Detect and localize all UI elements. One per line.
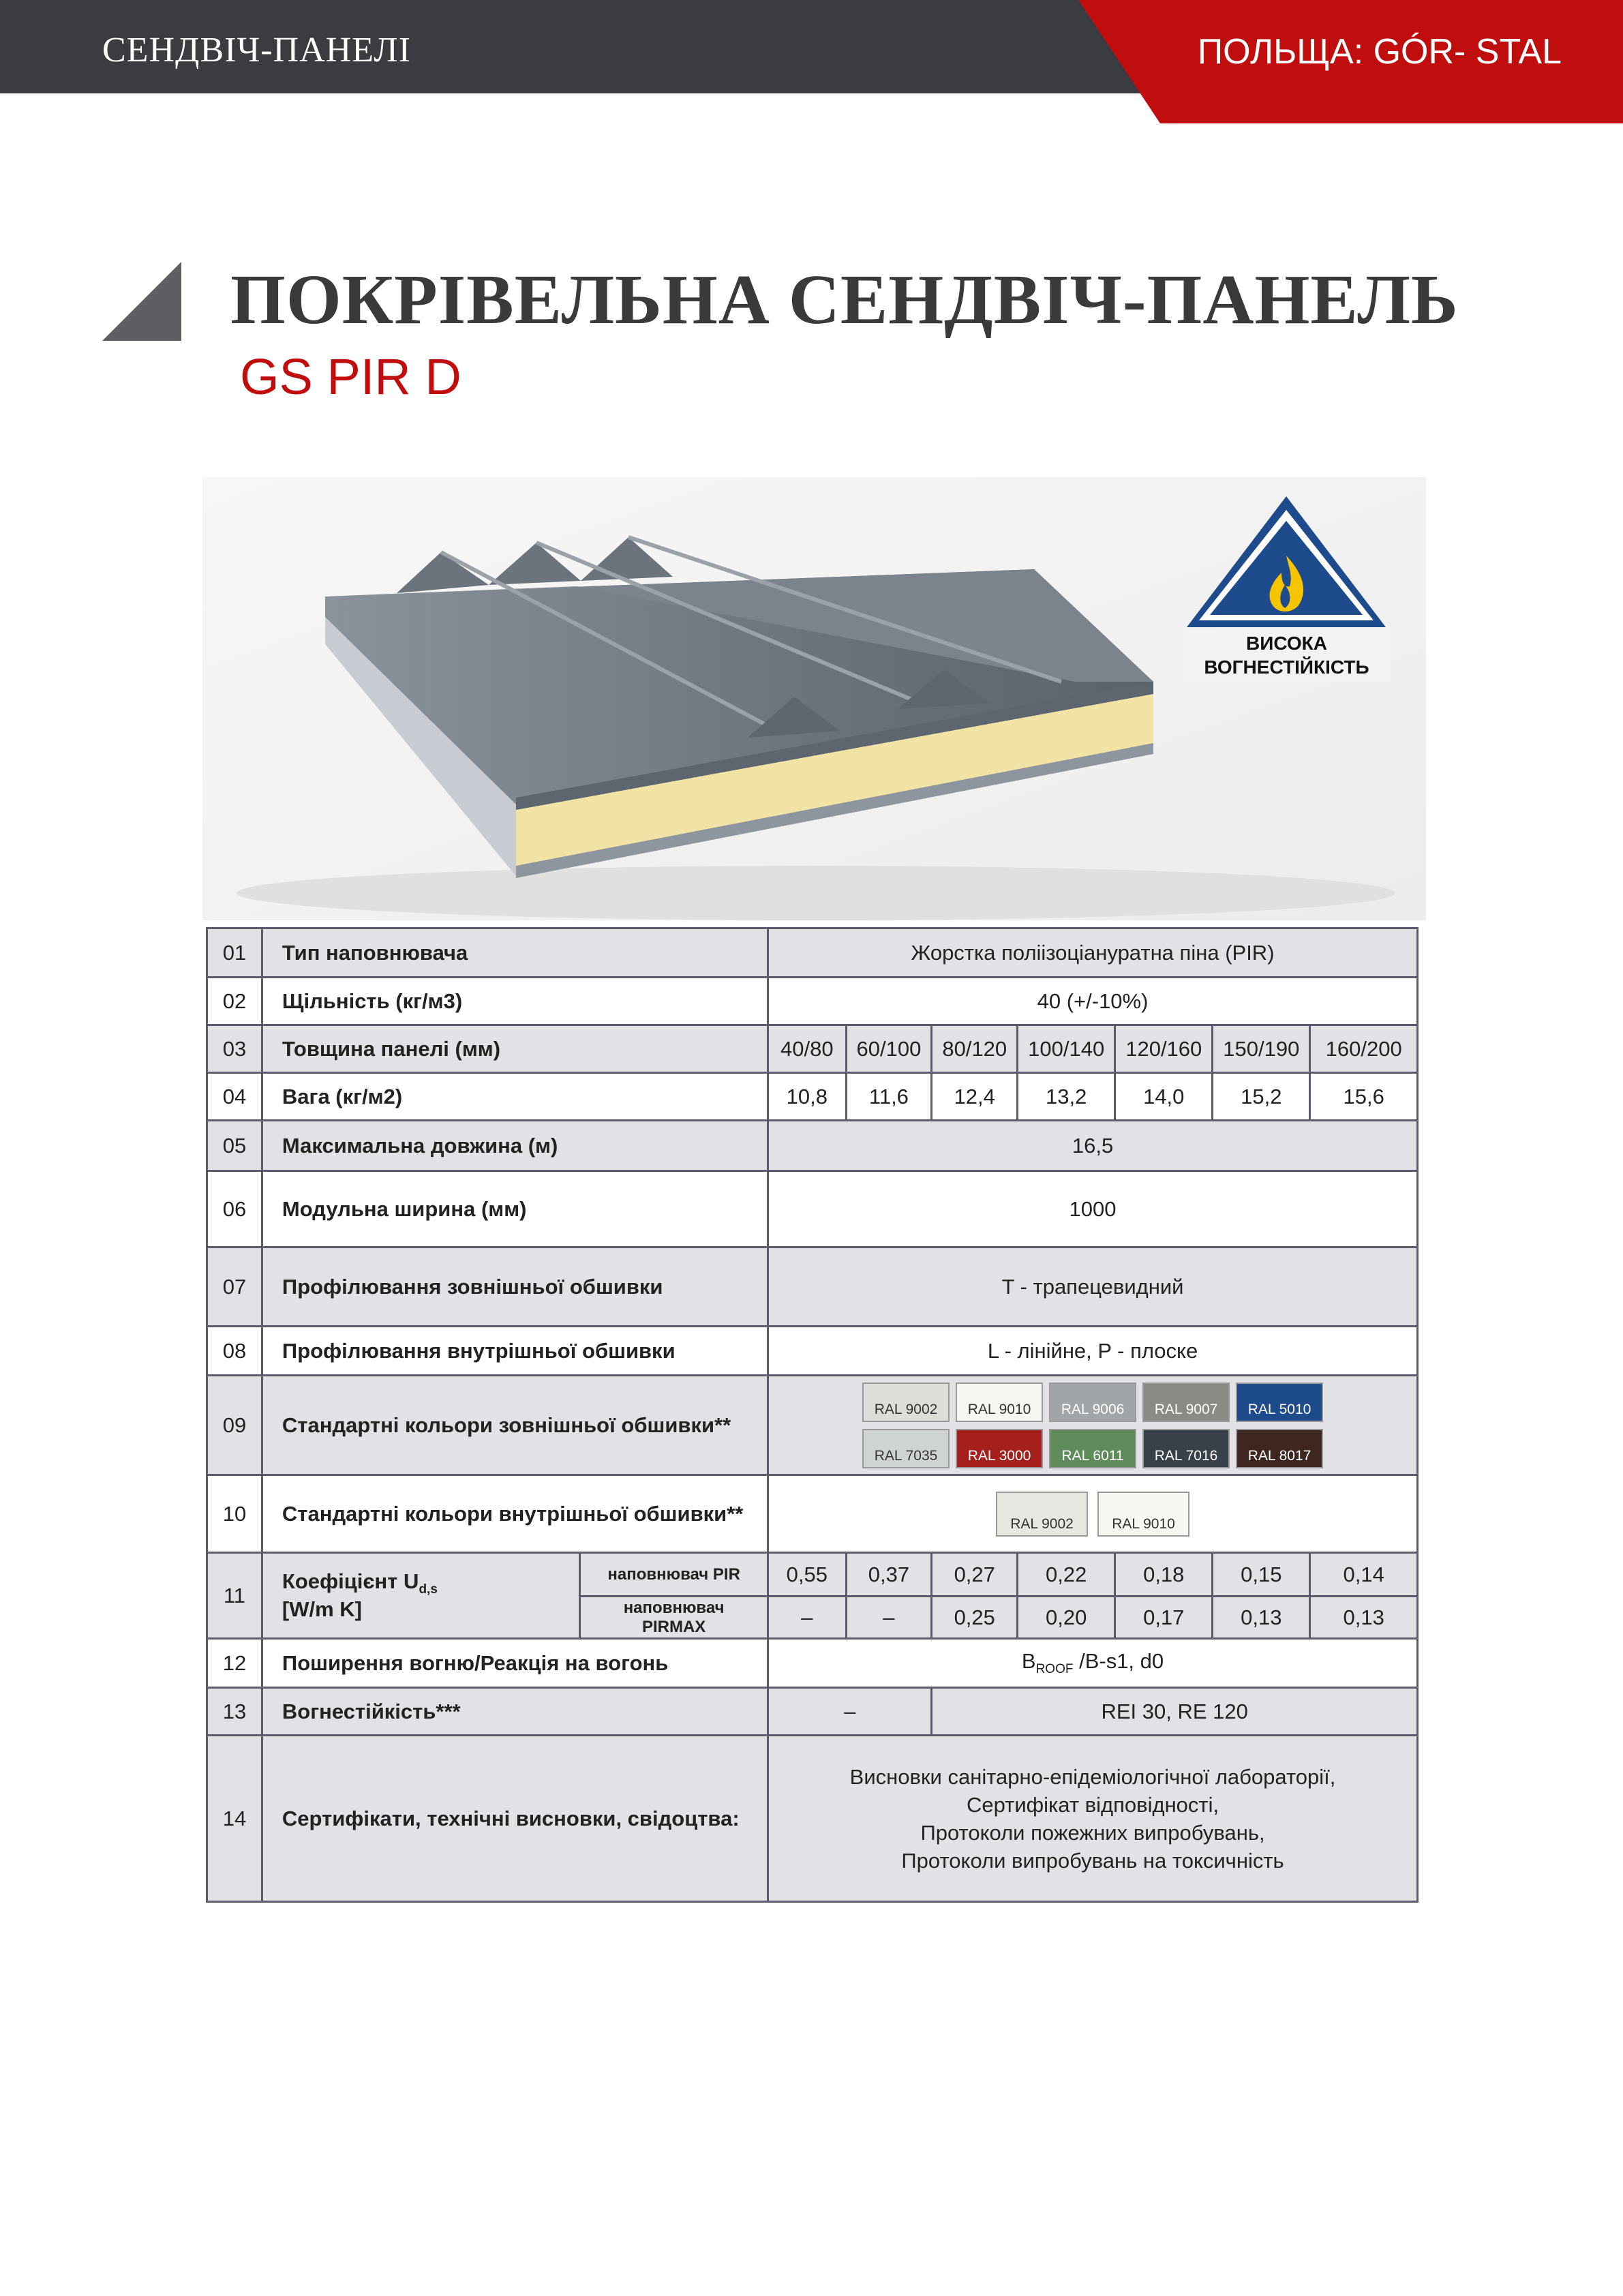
row-number: 11 (207, 1553, 262, 1639)
fire-class-rest: /B-s1, d0 (1073, 1648, 1164, 1673)
certificate-line: Протоколи випробувань на токсичність (901, 1848, 1284, 1873)
header-section-title: СЕНДВІЧ-ПАНЕЛІ (102, 31, 411, 70)
row-label (262, 1553, 579, 1639)
u-pirmax-cell: 0,25 (932, 1597, 1018, 1639)
color-swatch: RAL 3000 (956, 1429, 1043, 1468)
fire-class-subscript: ROOF (1035, 1662, 1074, 1677)
row-label: Максимальна довжина (м) (262, 1121, 768, 1171)
color-swatch: RAL 9002 (862, 1383, 950, 1422)
row-label: Товщина панелі (мм) (262, 1025, 768, 1073)
u-pirmax-cell: – (846, 1597, 932, 1639)
thickness-cell: 120/160 (1115, 1025, 1213, 1073)
table-row (207, 1376, 1418, 1475)
table-row (207, 1171, 1418, 1248)
row-number: 10 (207, 1475, 262, 1553)
weight-cell: 14,0 (1115, 1073, 1213, 1121)
row-number: 03 (207, 1025, 262, 1073)
table-row (207, 1248, 1418, 1327)
table-row (207, 1025, 1418, 1073)
u-coefficient-unit: [W/m K] (282, 1597, 362, 1622)
row-label (262, 1736, 768, 1902)
table-row (207, 978, 1418, 1025)
specification-table (206, 927, 1419, 1903)
color-swatch: RAL 5010 (1236, 1383, 1323, 1422)
u-pirmax-cell: 0,13 (1213, 1597, 1310, 1639)
thickness-cell: 160/200 (1310, 1025, 1418, 1073)
product-code: GS PIR D (240, 348, 461, 405)
row-label: Поширення вогню/Реакція на вогонь (262, 1639, 768, 1688)
row-label: Щільність (кг/м3) (262, 978, 768, 1025)
row-number: 02 (207, 978, 262, 1025)
table-row (207, 1688, 1418, 1736)
row-value: 16,5 (768, 1121, 1418, 1171)
u-pir-cell: 0,14 (1310, 1553, 1418, 1597)
row-value: L - лінійне, P - плоске (768, 1327, 1418, 1376)
header-manufacturer: ПОЛЬЩА: GÓR- STAL (1197, 32, 1562, 72)
u-pir-cell: 0,18 (1115, 1553, 1213, 1597)
row-label: Вага (кг/м2) (262, 1073, 768, 1121)
row-value: 1000 (768, 1171, 1418, 1248)
pirmax-sublabel: наповнювач PIRMAX (580, 1597, 768, 1639)
row-number: 05 (207, 1121, 262, 1171)
row-label: Вогнестійкість*** (262, 1688, 768, 1736)
table-row (207, 1073, 1418, 1121)
certificate-line: Висновки санітарно-епідеміологічної лабораторії, (849, 1764, 1336, 1789)
table-row (207, 1327, 1418, 1376)
table-row (207, 1639, 1418, 1688)
row-number: 04 (207, 1073, 262, 1121)
thickness-cell: 60/100 (846, 1025, 932, 1073)
swatch-grid (778, 1383, 1407, 1468)
thickness-cell: 40/80 (768, 1025, 846, 1073)
table-row (207, 1553, 1418, 1597)
u-pirmax-cell: 0,20 (1018, 1597, 1115, 1639)
row-label: Стандартні кольори внутрішньої обшивки** (262, 1475, 768, 1553)
weight-cell: 12,4 (932, 1073, 1018, 1121)
color-swatch: RAL 9002 (996, 1492, 1088, 1537)
row-number: 07 (207, 1248, 262, 1327)
row-number: 08 (207, 1327, 262, 1376)
row-number: 14 (207, 1736, 262, 1902)
weight-cell: 10,8 (768, 1073, 846, 1121)
row-number: 12 (207, 1639, 262, 1688)
color-swatch: RAL 9006 (1049, 1383, 1136, 1422)
u-pirmax-cell: – (768, 1597, 846, 1639)
u-pir-cell: 0,37 (846, 1553, 932, 1597)
u-coefficient-subscript: d,s (419, 1582, 438, 1597)
weight-cell: 11,6 (846, 1073, 932, 1121)
table-row (207, 928, 1418, 978)
swatch-row (778, 1492, 1407, 1537)
row-number: 06 (207, 1171, 262, 1248)
thickness-cell: 100/140 (1018, 1025, 1115, 1073)
table-row (207, 1121, 1418, 1171)
badge-line-2: ВОГНЕСТІЙКІСТЬ (1204, 656, 1369, 678)
color-swatch: RAL 7035 (862, 1429, 950, 1468)
row-value: – (768, 1688, 932, 1736)
row-value (768, 1639, 1418, 1688)
color-swatch: RAL 9007 (1142, 1383, 1230, 1422)
row-label: Профілювання зовнішньої обшивки (262, 1248, 768, 1327)
certificate-line: Сертифікат відповідності, (966, 1792, 1219, 1817)
row-label: Стандартні кольори зовнішньої обшивки** (262, 1376, 768, 1475)
color-swatch: RAL 9010 (1097, 1492, 1189, 1537)
fire-resistance-icon (1183, 491, 1391, 634)
u-pir-cell: 0,55 (768, 1553, 846, 1597)
row-value: 40 (+/-10%) (768, 978, 1418, 1025)
certificates-list (768, 1736, 1418, 1902)
u-pir-cell: 0,27 (932, 1553, 1018, 1597)
thickness-cell: 150/190 (1213, 1025, 1310, 1073)
row-label-text: Сертифікати, технічні висновки, свідоцтва: (282, 1806, 740, 1830)
row-label: Тип наповнювача (262, 928, 768, 978)
table-row (207, 1475, 1418, 1553)
row-value: Жорстка поліізоціануратна піна (PIR) (768, 928, 1418, 978)
u-pir-cell: 0,15 (1213, 1553, 1310, 1597)
pir-sublabel: наповнювач PIR (580, 1553, 768, 1597)
weight-cell: 15,2 (1213, 1073, 1310, 1121)
row-number: 01 (207, 928, 262, 978)
outer-color-swatches (768, 1376, 1418, 1475)
badge-line-1: ВИСОКА (1246, 633, 1327, 654)
color-swatch: RAL 7016 (1142, 1429, 1230, 1468)
page-title: ПОКРІВЕЛЬНА СЕНДВІЧ-ПАНЕЛЬ (230, 260, 1459, 339)
u-pir-cell: 0,22 (1018, 1553, 1115, 1597)
color-swatch: RAL 6011 (1049, 1429, 1136, 1468)
fire-class-letter: B (1021, 1648, 1036, 1673)
row-value: T - трапецевидний (768, 1248, 1418, 1327)
thickness-cell: 80/120 (932, 1025, 1018, 1073)
u-pirmax-cell: 0,13 (1310, 1597, 1418, 1639)
row-label: Модульна ширина (мм) (262, 1171, 768, 1248)
table-row (207, 1736, 1418, 1902)
row-label: Профілювання внутрішньої обшивки (262, 1327, 768, 1376)
weight-cell: 15,6 (1310, 1073, 1418, 1121)
color-swatch: RAL 8017 (1236, 1429, 1323, 1468)
row-number: 13 (207, 1688, 262, 1736)
row-number: 09 (207, 1376, 262, 1475)
color-swatch: RAL 9010 (956, 1383, 1043, 1422)
u-coefficient-label: Коефіцієнт U (282, 1569, 419, 1593)
inner-color-swatches (768, 1475, 1418, 1553)
title-triangle-icon (102, 262, 181, 341)
weight-cell: 13,2 (1018, 1073, 1115, 1121)
fire-resistance-label (1183, 629, 1391, 682)
certificate-line: Протоколи пожежних випробувань, (920, 1820, 1265, 1845)
u-pirmax-cell: 0,17 (1115, 1597, 1213, 1639)
row-value: REI 30, RE 120 (932, 1688, 1418, 1736)
